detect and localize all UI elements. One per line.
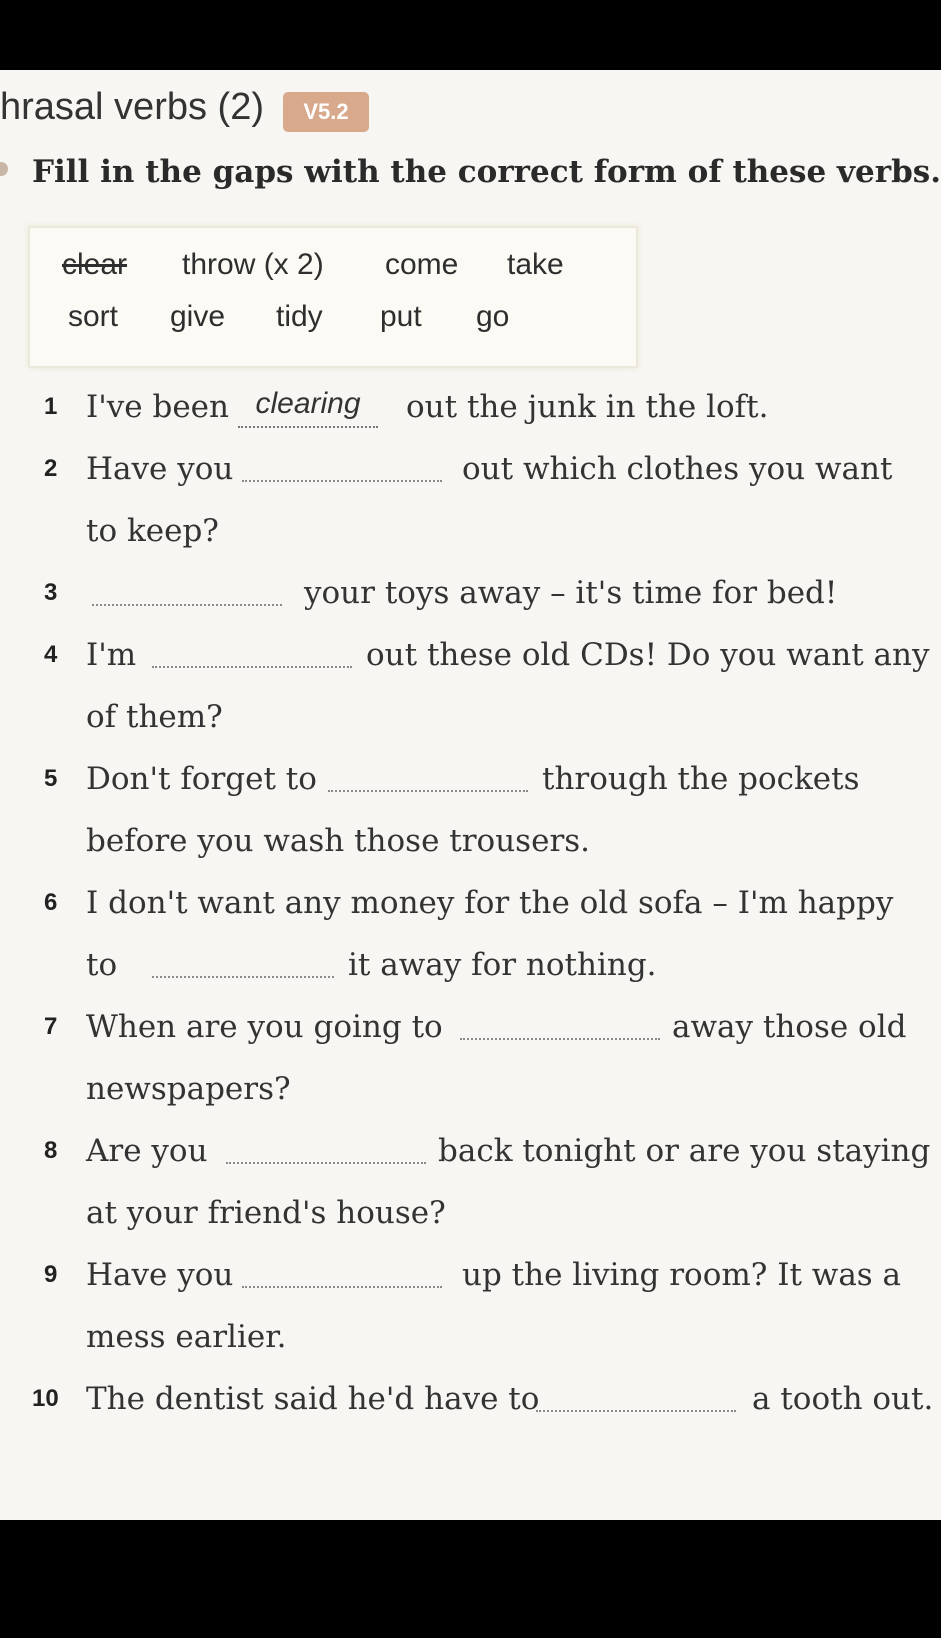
answer-blank[interactable]	[226, 1114, 426, 1164]
item-number: 7	[44, 1013, 58, 1040]
instruction-text: Fill in the gaps with the correct form of these verbs.	[32, 154, 941, 190]
item-number: 9	[44, 1261, 58, 1288]
sentence-text-before: I'm	[86, 637, 137, 673]
answer-blank[interactable]	[460, 990, 660, 1040]
sentence-text-cont: mess earlier.	[86, 1319, 287, 1355]
sentence-text-before: When are you going to	[86, 1009, 443, 1045]
item-number: 8	[44, 1137, 58, 1164]
sentence-text-before: Have you	[86, 451, 234, 487]
worksheet-page	[0, 70, 941, 1520]
sentence-text-cont: to keep?	[86, 513, 219, 549]
sentence-text-cont: of them?	[86, 699, 223, 735]
section-badge: V5.2	[283, 92, 369, 132]
sentence-text-before: to	[86, 947, 118, 983]
item-number: 10	[32, 1385, 59, 1412]
sentence-text-before: The dentist said he'd have to	[86, 1381, 540, 1417]
sentence-text-after: away those old	[672, 1009, 907, 1045]
sentence-text-before: Are you	[86, 1133, 208, 1169]
item-number: 6	[44, 889, 58, 916]
answer-blank[interactable]	[92, 556, 282, 606]
sentence-text-before: I don't want any money for the old sofa – I'm happy	[86, 885, 894, 921]
bullet-icon	[0, 162, 8, 176]
word-throw: throw (x 2)	[182, 248, 324, 281]
sentence-text-before: Don't forget to	[86, 761, 317, 797]
answer-blank[interactable]	[242, 432, 442, 482]
word-tidy: tidy	[276, 300, 323, 333]
sentence-text-after: a tooth out.	[752, 1381, 934, 1417]
sentence-text-cont: at your friend's house?	[86, 1195, 446, 1231]
sentence-text-cont: before you wash those trousers.	[86, 823, 591, 859]
item-number: 2	[44, 455, 58, 482]
item-number: 3	[44, 579, 58, 606]
answer-blank[interactable]	[328, 742, 528, 792]
word-box	[28, 226, 638, 368]
answer-blank[interactable]	[152, 928, 334, 978]
answer-blank[interactable]	[536, 1362, 736, 1412]
sentence-text-before: I've been	[86, 389, 229, 425]
word-sort: sort	[68, 300, 119, 333]
sentence-text-after: out these old CDs! Do you want any	[366, 637, 930, 673]
sentence-text-after: through the pockets	[542, 761, 860, 797]
word-give: give	[170, 300, 226, 333]
word-clear: clear	[62, 248, 128, 281]
word-come: come	[385, 248, 459, 281]
sentence-text-after: back tonight or are you staying	[438, 1133, 931, 1169]
sentence-text-before: Have you	[86, 1257, 234, 1293]
sentence-text-after: out the junk in the loft.	[406, 389, 769, 425]
sentence-text-after: it away for nothing.	[348, 947, 657, 983]
item-number: 4	[44, 641, 58, 668]
sentence-text-after: up the living room? It was a	[462, 1257, 902, 1293]
sentence-text-after: your toys away – it's time for bed!	[304, 575, 838, 611]
answer-blank[interactable]: clearing	[238, 382, 378, 428]
item-number: 5	[44, 765, 58, 792]
sentence-text-cont: newspapers?	[86, 1071, 291, 1107]
sentence-text-after: out which clothes you want	[462, 451, 893, 487]
word-go: go	[476, 300, 510, 333]
word-put: put	[380, 300, 422, 333]
section-title: hrasal verbs (2)	[0, 86, 264, 128]
item-number: 1	[44, 393, 58, 420]
word-take: take	[507, 248, 564, 281]
answer-blank[interactable]	[242, 1238, 442, 1288]
answer-blank[interactable]	[152, 618, 352, 668]
